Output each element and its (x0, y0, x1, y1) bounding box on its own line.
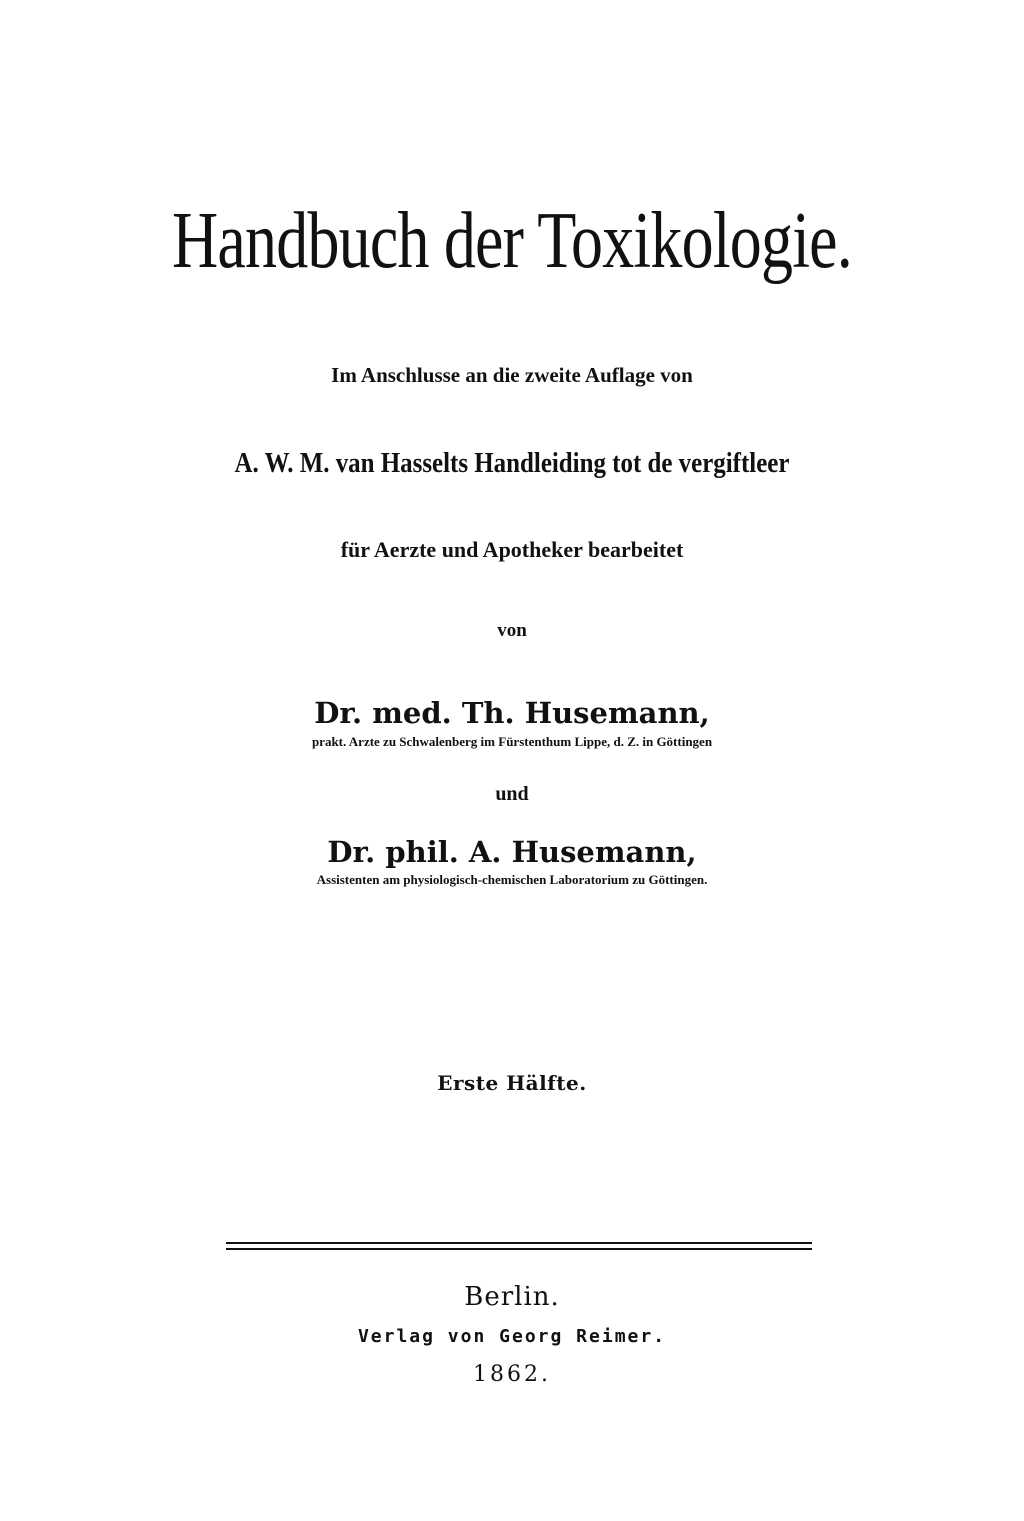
imprint-divider-top (226, 1242, 812, 1244)
subtitle-line-1: Im Anschlusse an die zweite Auflage von (331, 363, 693, 387)
imprint-divider-bottom (226, 1248, 812, 1250)
imprint-publisher: Verlag von Georg Reimer. (357, 1326, 667, 1347)
imprint-city: Berlin. (464, 1282, 560, 1312)
author-1-name: Dr. med. Th. Husemann, (314, 696, 710, 730)
author-1-affiliation: prakt. Arzte zu Schwalenberg im Fürstenthum Lippe, d. Z. in Göttingen (311, 734, 713, 749)
book-title: Handbuch der Toxikologie. (172, 197, 852, 285)
imprint-year: 1862. (473, 1362, 551, 1387)
by-word: von (497, 620, 527, 641)
volume-label: Erste Hälfte. (437, 1071, 587, 1095)
author-2-affiliation: Assistenten am physiologisch-chemischen Laboratorium zu Göttingen. (316, 872, 708, 887)
subtitle-line-3: für Aerzte und Apotheker bearbeitet (340, 537, 684, 562)
and-word: und (495, 783, 529, 805)
author-2-name: Dr. phil. A. Husemann, (327, 835, 697, 869)
subtitle-line-2: A. W. M. van Hasselts Handleiding tot de vergiftleer (234, 447, 790, 479)
